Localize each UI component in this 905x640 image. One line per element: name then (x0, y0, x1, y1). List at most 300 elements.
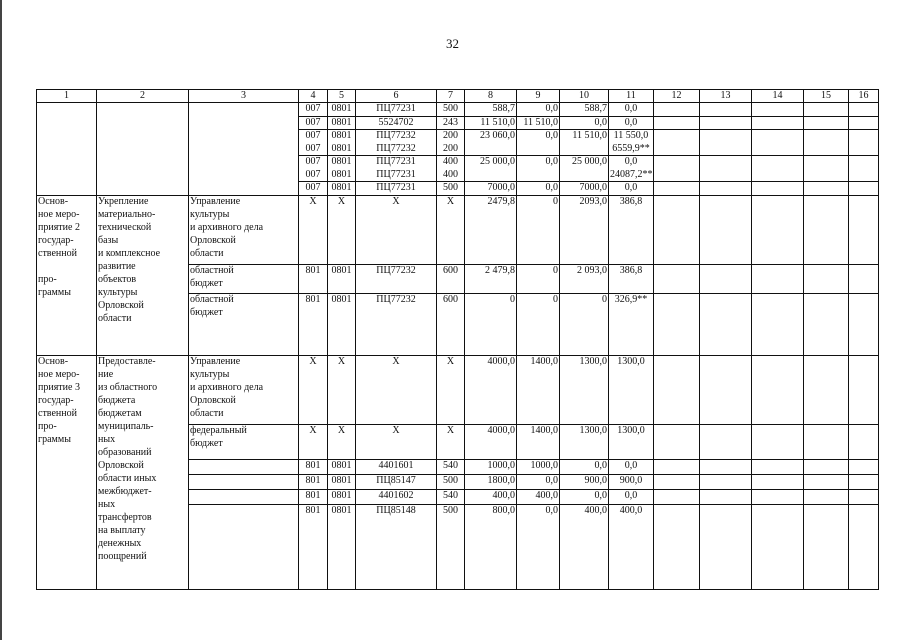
column-number-header: 12 (654, 90, 700, 103)
code-ministry-cell: 801 (299, 293, 328, 355)
column-number-header: 11 (609, 90, 654, 103)
cell-line: области (190, 407, 224, 419)
value-total-cell (465, 143, 517, 156)
code-expense-cell: 540 (437, 489, 465, 504)
cell-line: государ- (38, 234, 74, 246)
value-col13-cell (700, 504, 752, 589)
code-ministry-cell: 007 (299, 182, 328, 196)
value-total-cell (465, 169, 517, 182)
column-number-header: 8 (465, 90, 517, 103)
column-number-header: 15 (804, 90, 849, 103)
column-number-header: 4 (299, 90, 328, 103)
code-ministry-cell: 007 (299, 169, 328, 182)
value-col14-cell (752, 195, 804, 264)
responsible-cell (189, 293, 299, 355)
cell-line: государ- (38, 394, 74, 406)
value-col15-cell (804, 293, 849, 355)
code-target-cell: ПЦ77232 (356, 293, 437, 355)
cell-line: развитие (98, 260, 136, 272)
code-ministry-cell: Х (299, 424, 328, 459)
value-col16-cell (849, 474, 879, 489)
code-ministry-cell: 801 (299, 474, 328, 489)
value-2015-cell: 2093,0 (560, 195, 609, 264)
value-col16-cell (849, 143, 879, 156)
value-2016-cell: 400,0 (609, 504, 654, 589)
event-name-cell (37, 355, 97, 589)
value-2016-cell: 24087,2** (610, 168, 653, 180)
value-col15-cell (804, 182, 849, 196)
value-col14-cell (752, 156, 804, 169)
cell-line: Предоставле- (98, 355, 156, 367)
code-ministry-cell: 007 (299, 143, 328, 156)
responsible-cell (189, 355, 299, 424)
cell-line: денежных (98, 537, 142, 549)
value-2014-cell: 0,0 (517, 103, 560, 117)
code-section-cell: 0801 (328, 156, 356, 169)
value-total-cell: 11 510,0 (465, 116, 517, 130)
cell-line: Основ- (38, 355, 69, 367)
value-col15-cell (804, 504, 849, 589)
value-2015-cell: 588,7 (560, 103, 609, 117)
code-section-cell: 0801 (328, 182, 356, 196)
code-section-cell: 0801 (328, 489, 356, 504)
value-col15-cell (804, 264, 849, 293)
value-2015-cell: 7000,0 (560, 182, 609, 196)
value-total-cell: 25 000,0 (465, 156, 517, 169)
value-col13-cell (700, 264, 752, 293)
value-col14-cell (752, 489, 804, 504)
cell-line: области (98, 312, 132, 324)
header-row (37, 90, 879, 103)
cell-line: и комплексное (98, 247, 161, 259)
value-2016-cell: 0,0 (609, 459, 654, 474)
table-row (37, 195, 879, 264)
value-2016-cell: 0,0 (609, 156, 654, 169)
value-2016-cell: 386,8 (609, 264, 654, 293)
cell-line: ное меро- (38, 208, 80, 220)
value-col12-cell (654, 156, 700, 169)
responsible-cell (189, 474, 299, 489)
value-col15-cell (804, 474, 849, 489)
value-col12-cell (654, 169, 700, 182)
value-col13-cell (700, 489, 752, 504)
value-2014-cell: 11 510,0 (517, 116, 560, 130)
responsible-cell (189, 264, 299, 293)
cell-line: областной (190, 293, 234, 305)
column-number-header: 3 (189, 90, 299, 103)
code-expense-cell: 243 (437, 116, 465, 130)
value-col12-cell (654, 103, 700, 117)
code-target-cell: Х (356, 355, 437, 424)
code-ministry-cell: 801 (299, 459, 328, 474)
value-2015-cell (560, 143, 609, 156)
value-col14-cell (752, 182, 804, 196)
value-col14-cell (752, 504, 804, 589)
code-target-cell: ПЦ77231 (356, 182, 437, 196)
cell-line: Управление (190, 355, 241, 367)
cell-line: Орловской (190, 394, 236, 406)
value-2014-cell (517, 143, 560, 156)
code-expense-cell: 500 (437, 504, 465, 589)
cell-line: про- (38, 273, 57, 285)
code-ministry-cell: 007 (299, 130, 328, 143)
value-2015-cell: 0,0 (560, 116, 609, 130)
value-total-cell: 4000,0 (465, 424, 517, 459)
cell-line: образований (98, 446, 152, 458)
value-2015-cell: 2 093,0 (560, 264, 609, 293)
value-col16-cell (849, 169, 879, 182)
code-section-cell: 0801 (328, 130, 356, 143)
value-col15-cell (804, 169, 849, 182)
value-col15-cell (804, 195, 849, 264)
value-col13-cell (700, 143, 752, 156)
code-expense-cell: 500 (437, 474, 465, 489)
value-2016-cell: 0,0 (609, 182, 654, 196)
code-target-cell: ПЦ77231 (356, 169, 437, 182)
cell-line: поощрений (98, 550, 147, 562)
value-col14-cell (752, 459, 804, 474)
value-col12-cell (654, 424, 700, 459)
code-section-cell: 0801 (328, 264, 356, 293)
value-col16-cell (849, 103, 879, 117)
code-ministry-cell: 801 (299, 504, 328, 589)
value-col16-cell (849, 264, 879, 293)
value-2016-cell: 1300,0 (609, 424, 654, 459)
responsible-cell (189, 103, 299, 196)
cell-line: ственной (38, 247, 77, 259)
cell-line: ных (98, 433, 116, 445)
cell-line: федеральный (190, 424, 247, 436)
value-2016-cell: 0,0 (609, 116, 654, 130)
value-col13-cell (700, 355, 752, 424)
responsible-cell (189, 424, 299, 459)
code-target-cell: ПЦ77232 (356, 143, 437, 156)
value-2016-cell: 0,0 (609, 489, 654, 504)
code-target-cell: ПЦ85148 (356, 504, 437, 589)
value-col13-cell (700, 424, 752, 459)
value-2014-cell: 0 (517, 195, 560, 264)
code-target-cell: Х (356, 424, 437, 459)
cell-line: граммы (38, 433, 71, 445)
value-col16-cell (849, 355, 879, 424)
value-col13-cell (700, 293, 752, 355)
code-section-cell: Х (328, 424, 356, 459)
cell-line: и архивного дела (190, 221, 264, 233)
value-2015-cell: 0,0 (560, 459, 609, 474)
value-col13-cell (700, 116, 752, 130)
value-2014-cell: 0,0 (517, 156, 560, 169)
value-col12-cell (654, 130, 700, 143)
value-col15-cell (804, 489, 849, 504)
cell-line: ственной (38, 407, 77, 419)
cell-line: приятие 3 (38, 381, 80, 393)
value-2015-cell: 400,0 (560, 504, 609, 589)
code-target-cell: 4401602 (356, 489, 437, 504)
cell-line: культуры (190, 208, 230, 220)
value-col15-cell (804, 355, 849, 424)
value-2014-cell: 400,0 (517, 489, 560, 504)
value-total-cell: 23 060,0 (465, 130, 517, 143)
code-expense-cell: Х (437, 195, 465, 264)
cell-line: бюджетам (98, 407, 142, 419)
column-number-header: 9 (517, 90, 560, 103)
column-number-header: 7 (437, 90, 465, 103)
event-description-cell (97, 355, 189, 589)
value-total-cell: 0 (465, 293, 517, 355)
value-col12-cell (654, 293, 700, 355)
value-col13-cell (700, 474, 752, 489)
value-2016-cell: 326,9** (609, 293, 654, 355)
code-target-cell: 5524702 (356, 116, 437, 130)
cell-line: области иных (98, 472, 157, 484)
code-section-cell: 0801 (328, 103, 356, 117)
value-col14-cell (752, 424, 804, 459)
code-section-cell: 0801 (328, 116, 356, 130)
event-name-cell (37, 103, 97, 196)
value-2015-cell: 0 (560, 293, 609, 355)
code-target-cell: ПЦ77232 (356, 264, 437, 293)
event-description-cell (97, 195, 189, 355)
value-col12-cell (654, 355, 700, 424)
value-2014-cell: 0,0 (517, 182, 560, 196)
code-expense-cell: 400 (437, 169, 465, 182)
cell-line: материально- (98, 208, 156, 220)
value-col16-cell (849, 156, 879, 169)
event-name-cell (37, 195, 97, 355)
code-expense-cell: 200 (437, 143, 465, 156)
value-2015-cell: 0,0 (560, 489, 609, 504)
value-2014-cell: 0 (517, 293, 560, 355)
value-total-cell: 1000,0 (465, 459, 517, 474)
code-ministry-cell: Х (299, 355, 328, 424)
value-2015-cell: 900,0 (560, 474, 609, 489)
column-number-header: 10 (560, 90, 609, 103)
value-2014-cell (517, 169, 560, 182)
value-col12-cell (654, 264, 700, 293)
cell-line: Орловской (98, 459, 144, 471)
value-total-cell: 800,0 (465, 504, 517, 589)
cell-line: Укрепление (98, 195, 149, 207)
value-total-cell: 588,7 (465, 103, 517, 117)
value-2016-cell: 386,8 (609, 195, 654, 264)
cell-line: Орловской (190, 234, 236, 246)
value-col12-cell (654, 195, 700, 264)
cell-line: межбюджет- (98, 485, 152, 497)
value-total-cell: 400,0 (465, 489, 517, 504)
value-2016-cell: 0,0 (609, 103, 654, 117)
value-total-cell: 2 479,8 (465, 264, 517, 293)
value-col13-cell (700, 459, 752, 474)
budget-table (36, 89, 879, 590)
value-2014-cell: 1400,0 (517, 355, 560, 424)
responsible-cell (189, 489, 299, 504)
value-2014-cell: 1000,0 (517, 459, 560, 474)
cell-line: Орловской (98, 299, 144, 311)
value-col16-cell (849, 424, 879, 459)
code-expense-cell: Х (437, 355, 465, 424)
value-col15-cell (804, 459, 849, 474)
value-col16-cell (849, 504, 879, 589)
code-section-cell: Х (328, 355, 356, 424)
cell-line: приятие 2 (38, 221, 80, 233)
code-expense-cell: 200 (437, 130, 465, 143)
value-2015-cell (560, 169, 609, 182)
value-col13-cell (700, 156, 752, 169)
code-expense-cell: 400 (437, 156, 465, 169)
cell-line: муниципаль- (98, 420, 154, 432)
value-total-cell: 4000,0 (465, 355, 517, 424)
value-col16-cell (849, 130, 879, 143)
cell-line: граммы (38, 286, 71, 298)
value-col16-cell (849, 459, 879, 474)
cell-line: из областного (98, 381, 158, 393)
code-expense-cell: 600 (437, 293, 465, 355)
cell-line: технической (98, 221, 152, 233)
value-col15-cell (804, 156, 849, 169)
cell-line: ных (98, 498, 116, 510)
code-target-cell: Х (356, 195, 437, 264)
cell-line: бюджета (98, 394, 136, 406)
page-edge-line (0, 0, 2, 640)
cell-line: области (190, 247, 224, 259)
value-col12-cell (654, 474, 700, 489)
value-col14-cell (752, 103, 804, 117)
responsible-cell (189, 504, 299, 589)
code-target-cell: 4401601 (356, 459, 437, 474)
code-ministry-cell: 801 (299, 489, 328, 504)
cell-line (38, 261, 95, 274)
value-total-cell: 7000,0 (465, 182, 517, 196)
cell-line: Управление (190, 195, 241, 207)
code-expense-cell: 500 (437, 182, 465, 196)
cell-line: областной (190, 264, 234, 276)
value-col15-cell (804, 103, 849, 117)
code-section-cell: 0801 (328, 504, 356, 589)
value-col16-cell (849, 195, 879, 264)
code-ministry-cell: Х (299, 195, 328, 264)
column-number-header: 16 (849, 90, 879, 103)
value-col16-cell (849, 293, 879, 355)
column-number-header: 14 (752, 90, 804, 103)
value-total-cell: 1800,0 (465, 474, 517, 489)
value-col14-cell (752, 474, 804, 489)
value-col15-cell (804, 143, 849, 156)
value-2016-cell: 6559,9** (609, 143, 654, 156)
value-col15-cell (804, 424, 849, 459)
value-col13-cell (700, 169, 752, 182)
responsible-cell (189, 195, 299, 264)
cell-line: бюджет (190, 277, 223, 289)
value-col14-cell (752, 293, 804, 355)
value-col14-cell (752, 355, 804, 424)
value-col12-cell (654, 143, 700, 156)
code-expense-cell: 600 (437, 264, 465, 293)
column-number-header: 2 (97, 90, 189, 103)
table-row (37, 103, 879, 117)
cell-line: Основ- (38, 195, 69, 207)
cell-line: объектов (98, 273, 137, 285)
code-section-cell: 0801 (328, 474, 356, 489)
code-section-cell: Х (328, 195, 356, 264)
value-col14-cell (752, 169, 804, 182)
cell-line: культуры (98, 286, 138, 298)
value-2014-cell: 0,0 (517, 474, 560, 489)
code-ministry-cell: 007 (299, 103, 328, 117)
column-number-header: 6 (356, 90, 437, 103)
value-col13-cell (700, 195, 752, 264)
code-target-cell: ПЦ77231 (356, 156, 437, 169)
value-col14-cell (752, 264, 804, 293)
cell-line: ние (98, 368, 114, 380)
value-2015-cell: 25 000,0 (560, 156, 609, 169)
code-section-cell: 0801 (328, 143, 356, 156)
value-col13-cell (700, 182, 752, 196)
code-section-cell: 0801 (328, 293, 356, 355)
code-ministry-cell: 007 (299, 156, 328, 169)
code-expense-cell: 500 (437, 103, 465, 117)
value-total-cell: 2479,8 (465, 195, 517, 264)
code-section-cell: 0801 (328, 459, 356, 474)
value-col16-cell (849, 182, 879, 196)
cell-line: трансфертов (98, 511, 152, 523)
column-number-header: 13 (700, 90, 752, 103)
value-2016-cell: 1300,0 (609, 355, 654, 424)
value-col13-cell (700, 103, 752, 117)
event-description-cell (97, 103, 189, 196)
value-col12-cell (654, 182, 700, 196)
value-2015-cell: 1300,0 (560, 355, 609, 424)
page-number: 32 (446, 36, 459, 51)
column-number-header: 5 (328, 90, 356, 103)
value-2014-cell: 0 (517, 264, 560, 293)
value-2014-cell: 1400,0 (517, 424, 560, 459)
value-col16-cell (849, 489, 879, 504)
value-col14-cell (752, 130, 804, 143)
value-col12-cell (654, 504, 700, 589)
cell-line: культуры (190, 368, 230, 380)
code-target-cell: ПЦ77231 (356, 103, 437, 117)
value-col14-cell (752, 143, 804, 156)
value-2016-cell: 900,0 (609, 474, 654, 489)
value-2015-cell: 11 510,0 (560, 130, 609, 143)
cell-line: на выплату (98, 524, 146, 536)
value-2016-cell: 11 550,0 (609, 130, 654, 143)
code-target-cell: ПЦ85147 (356, 474, 437, 489)
value-col13-cell (700, 130, 752, 143)
cell-line: про- (38, 420, 57, 432)
code-expense-cell: 540 (437, 459, 465, 474)
value-2014-cell: 0,0 (517, 504, 560, 589)
value-col14-cell (752, 116, 804, 130)
table-row (37, 355, 879, 424)
cell-line: базы (98, 234, 119, 246)
value-col15-cell (804, 116, 849, 130)
responsible-cell (189, 459, 299, 474)
cell-line: ное меро- (38, 368, 80, 380)
value-col15-cell (804, 130, 849, 143)
value-col12-cell (654, 459, 700, 474)
code-target-cell: ПЦ77232 (356, 130, 437, 143)
value-col16-cell (849, 116, 879, 130)
code-expense-cell: Х (437, 424, 465, 459)
column-number-header: 1 (37, 90, 97, 103)
value-col12-cell (654, 489, 700, 504)
value-col12-cell (654, 116, 700, 130)
cell-line: бюджет (190, 306, 223, 318)
value-2015-cell: 1300,0 (560, 424, 609, 459)
value-2014-cell: 0,0 (517, 130, 560, 143)
cell-line: бюджет (190, 437, 223, 449)
